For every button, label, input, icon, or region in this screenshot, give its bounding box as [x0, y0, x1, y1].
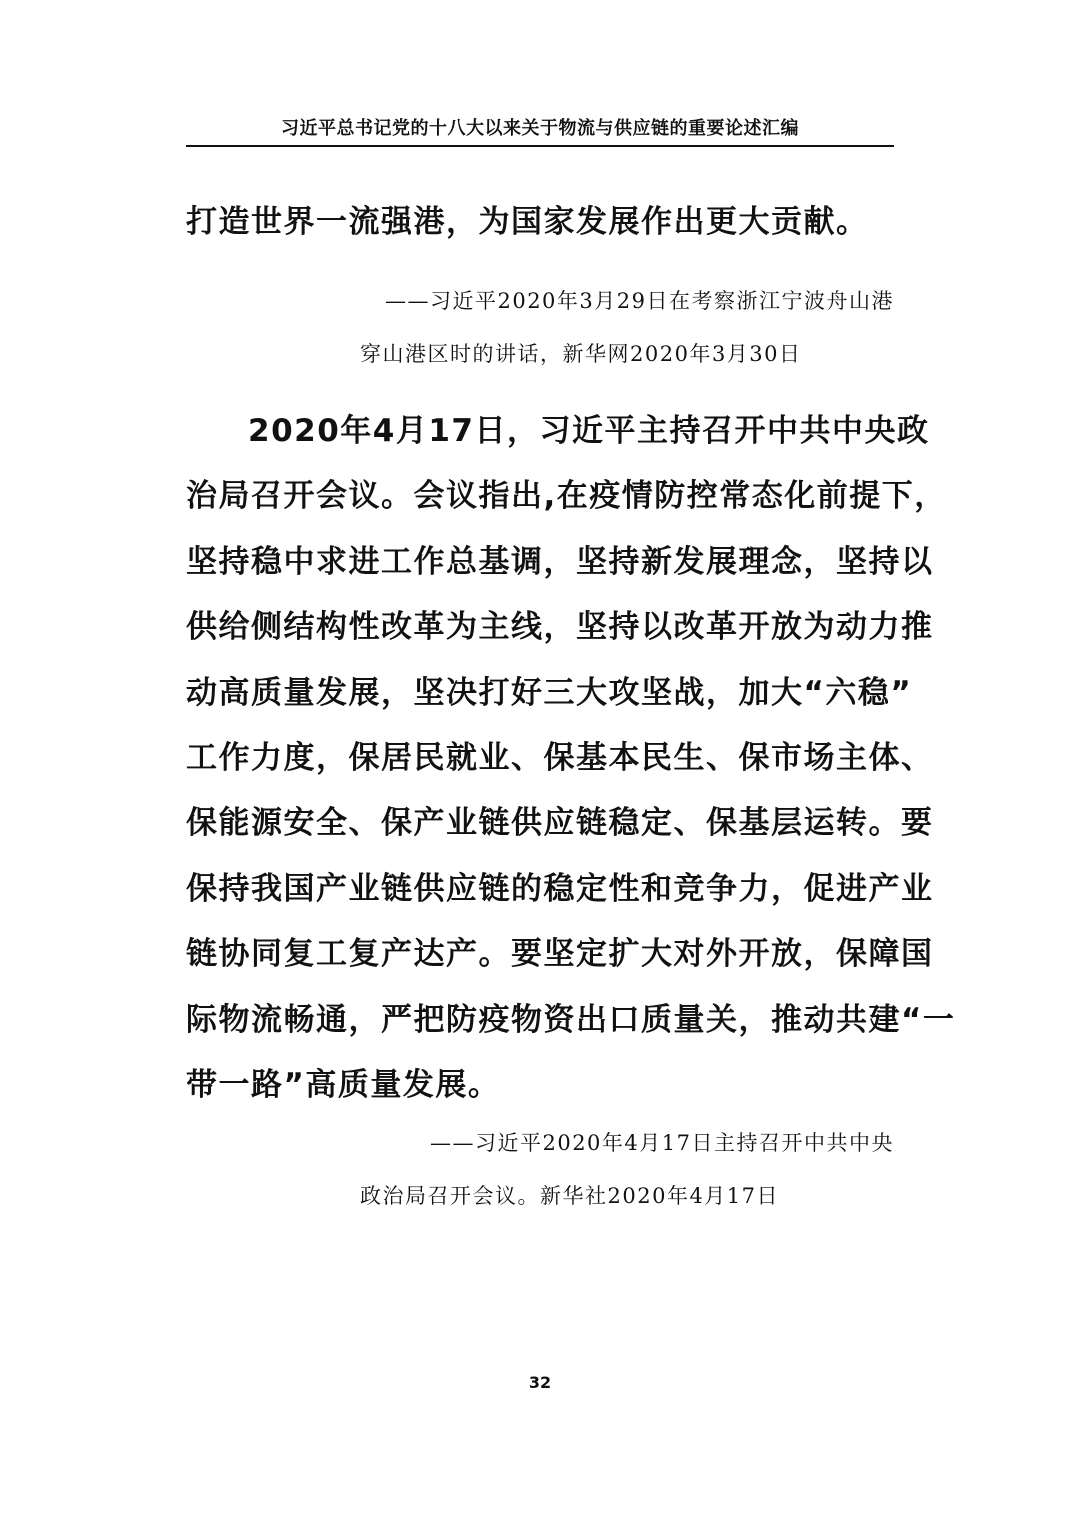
- paragraph-line: 保持我国产业链供应链的稳定性和竞争力，促进产业: [186, 870, 934, 907]
- paragraph-line: 保能源安全、保产业链供应链稳定、保基层运转。要: [186, 805, 934, 842]
- paragraph-line: 动高质量发展，坚决打好三大攻坚战，加大“六稳”: [186, 674, 913, 711]
- paragraph-line: 2020年4月17日，习近平主持召开中共中央政: [248, 413, 930, 449]
- quote-2-attribution: [186, 1130, 894, 1236]
- paragraph-line: 链协同复工复产达产。要坚定扩大对外开放，保障国: [186, 936, 934, 973]
- quote-2-paragraph: [186, 405, 956, 1124]
- paragraph-line: 带一路”高质量发展。: [186, 1066, 501, 1103]
- paragraph-line: 供给侧结构性改革为主线，坚持以改革开放为动力推: [186, 609, 934, 646]
- paragraph-line: 治局召开会议。会议指出,在疫情防控常态化前提下，: [186, 478, 947, 515]
- quote-2-attribution-line-2: 政治局召开会议。新华社2020年4月17日: [360, 1184, 780, 1208]
- quote-1-attribution-line-2: 穿山港区时的讲话，新华网2020年3月30日: [360, 342, 802, 366]
- header-rule: [186, 145, 894, 147]
- paragraph-line: 坚持稳中求进工作总基调，坚持新发展理念，坚持以: [186, 543, 934, 580]
- quote-1-attribution-line-1: ——习近平2020年3月29日在考察浙江宁波舟山港: [384, 289, 894, 313]
- quote-1-attribution: [186, 288, 894, 394]
- paragraph-line: 工作力度，保居民就业、保基本民生、保市场主体、: [186, 739, 934, 776]
- page-number: 32: [528, 1373, 552, 1392]
- quote-2-attribution-line-1: ——习近平2020年4月17日主持召开中共中央: [429, 1131, 894, 1155]
- paragraph-line: 际物流畅通，严把防疫物资出口质量关，推动共建“一: [186, 1001, 956, 1038]
- running-header-title: 习近平总书记党的十八大以来关于物流与供应链的重要论述汇编: [281, 118, 799, 139]
- quote-1-text: 打造世界一流强港，为国家发展作出更大贡献。: [186, 204, 869, 240]
